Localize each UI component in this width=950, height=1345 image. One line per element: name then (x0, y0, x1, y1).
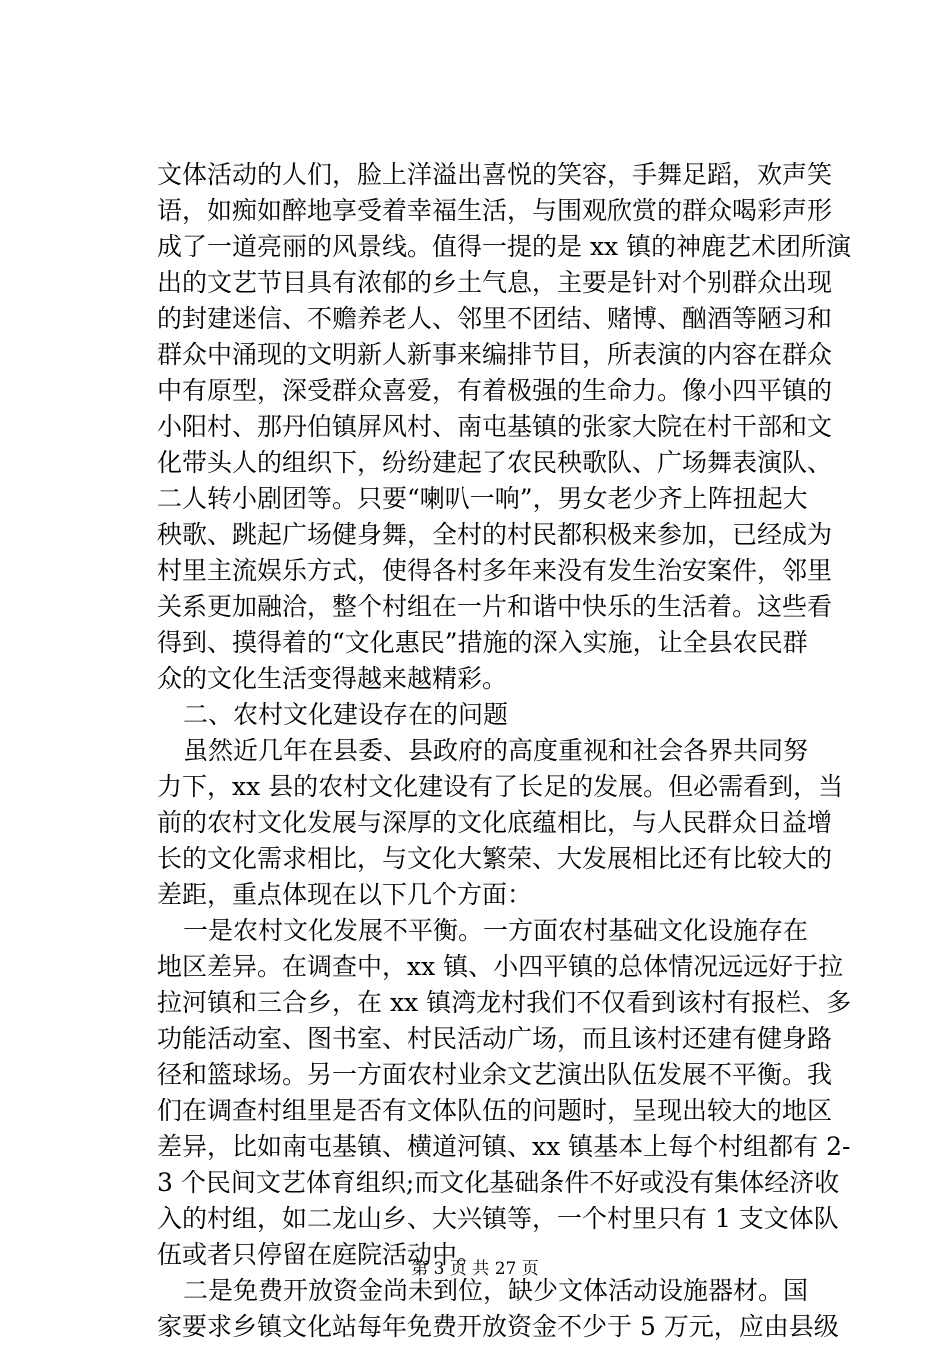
text-line: 前的农村文化发展与深厚的文化底蕴相比，与人民群众日益增 (157, 808, 833, 837)
text-line: 小阳村、那丹伯镇屏风村、南屯基镇的张家大院在村干部和文 (157, 412, 833, 441)
text-line: 二人转小剧团等。只要“喇叭一响”，男女老少齐上阵扭起大 (157, 484, 808, 513)
text-line: 化带头人的组织下，纷纷建起了农民秧歌队、广场舞表演队、 (157, 448, 833, 477)
text-line: 语，如痴如醉地享受着幸福生活，与围观欣赏的群众喝彩声形 (157, 196, 833, 225)
text-line: 们在调查村组里是否有文体队伍的问题时，呈现出较大的地区 (157, 1096, 833, 1125)
text-line: 众的文化生活变得越来越精彩。 (157, 664, 508, 693)
text-line: 差异，比如南屯基镇、横道河镇、xx 镇基本上每个村组都有 2- (157, 1132, 851, 1161)
text-line: 得到、摸得着的“文化惠民”措施的深入实施，让全县农民群 (157, 628, 808, 657)
text-line: 虽然近几年在县委、县政府的高度重视和社会各界共同努 (183, 736, 809, 765)
text-line: 关系更加融洽，整个村组在一片和谐中快乐的生活着。这些看 (157, 592, 833, 621)
text-line: 力下，xx 县的农村文化建设有了长足的发展。但必需看到，当 (157, 772, 844, 801)
text-line: 群众中涌现的文明新人新事来编排节目，所表演的内容在群众 (157, 340, 833, 369)
text-line: 村里主流娱乐方式，使得各村多年来没有发生治安案件，邻里 (157, 556, 833, 585)
text-line: 家要求乡镇文化站每年免费开放资金不少于 5 万元，应由县级 (157, 1312, 839, 1341)
text-line: 长的文化需求相比，与文化大繁荣、大发展相比还有比较大的 (157, 844, 833, 873)
text-line: 二、农村文化建设存在的问题 (183, 700, 509, 729)
text-line: 二是免费开放资金尚未到位，缺少文体活动设施器材。国 (183, 1276, 809, 1305)
text-line: 拉河镇和三合乡，在 xx 镇湾龙村我们不仅看到该村有报栏、多 (157, 988, 852, 1017)
text-line: 差距，重点体现在以下几个方面： (157, 880, 533, 909)
text-line: 功能活动室、图书室、村民活动广场，而且该村还建有健身路 (157, 1024, 833, 1053)
page-footer: 第 3 页 共 27 页 (411, 1259, 539, 1279)
text-line: 一是农村文化发展不平衡。一方面农村基础文化设施存在 (183, 916, 809, 945)
text-line: 成了一道亮丽的风景线。值得一提的是 xx 镇的神鹿艺术团所演 (157, 232, 852, 261)
text-line: 径和篮球场。另一方面农村业余文艺演出队伍发展不平衡。我 (157, 1060, 833, 1089)
text-line: 出的文艺节目具有浓郁的乡土气息，主要是针对个别群众出现 (157, 268, 833, 297)
document-body (157, 157, 852, 1345)
text-line: 秧歌、跳起广场健身舞，全村的村民都积极来参加，已经成为 (157, 520, 833, 549)
text-line: 文体活动的人们，脸上洋溢出喜悦的笑容，手舞足蹈，欢声笑 (157, 160, 833, 189)
text-line: 中有原型，深受群众喜爱，有着极强的生命力。像小四平镇的 (157, 376, 833, 405)
text-line: 3 个民间文艺体育组织;而文化基础条件不好或没有集体经济收 (157, 1168, 840, 1197)
text-line: 的封建迷信、不赡养老人、邻里不团结、赌博、酗酒等陋习和 (157, 304, 833, 333)
text-line: 入的村组，如二龙山乡、大兴镇等，一个村里只有 1 支文体队 (157, 1204, 839, 1233)
text-line: 地区差异。在调查中，xx 镇、小四平镇的总体情况远远好于拉 (157, 952, 844, 981)
text-line: 伍或者只停留在庭院活动中。 (157, 1240, 483, 1269)
